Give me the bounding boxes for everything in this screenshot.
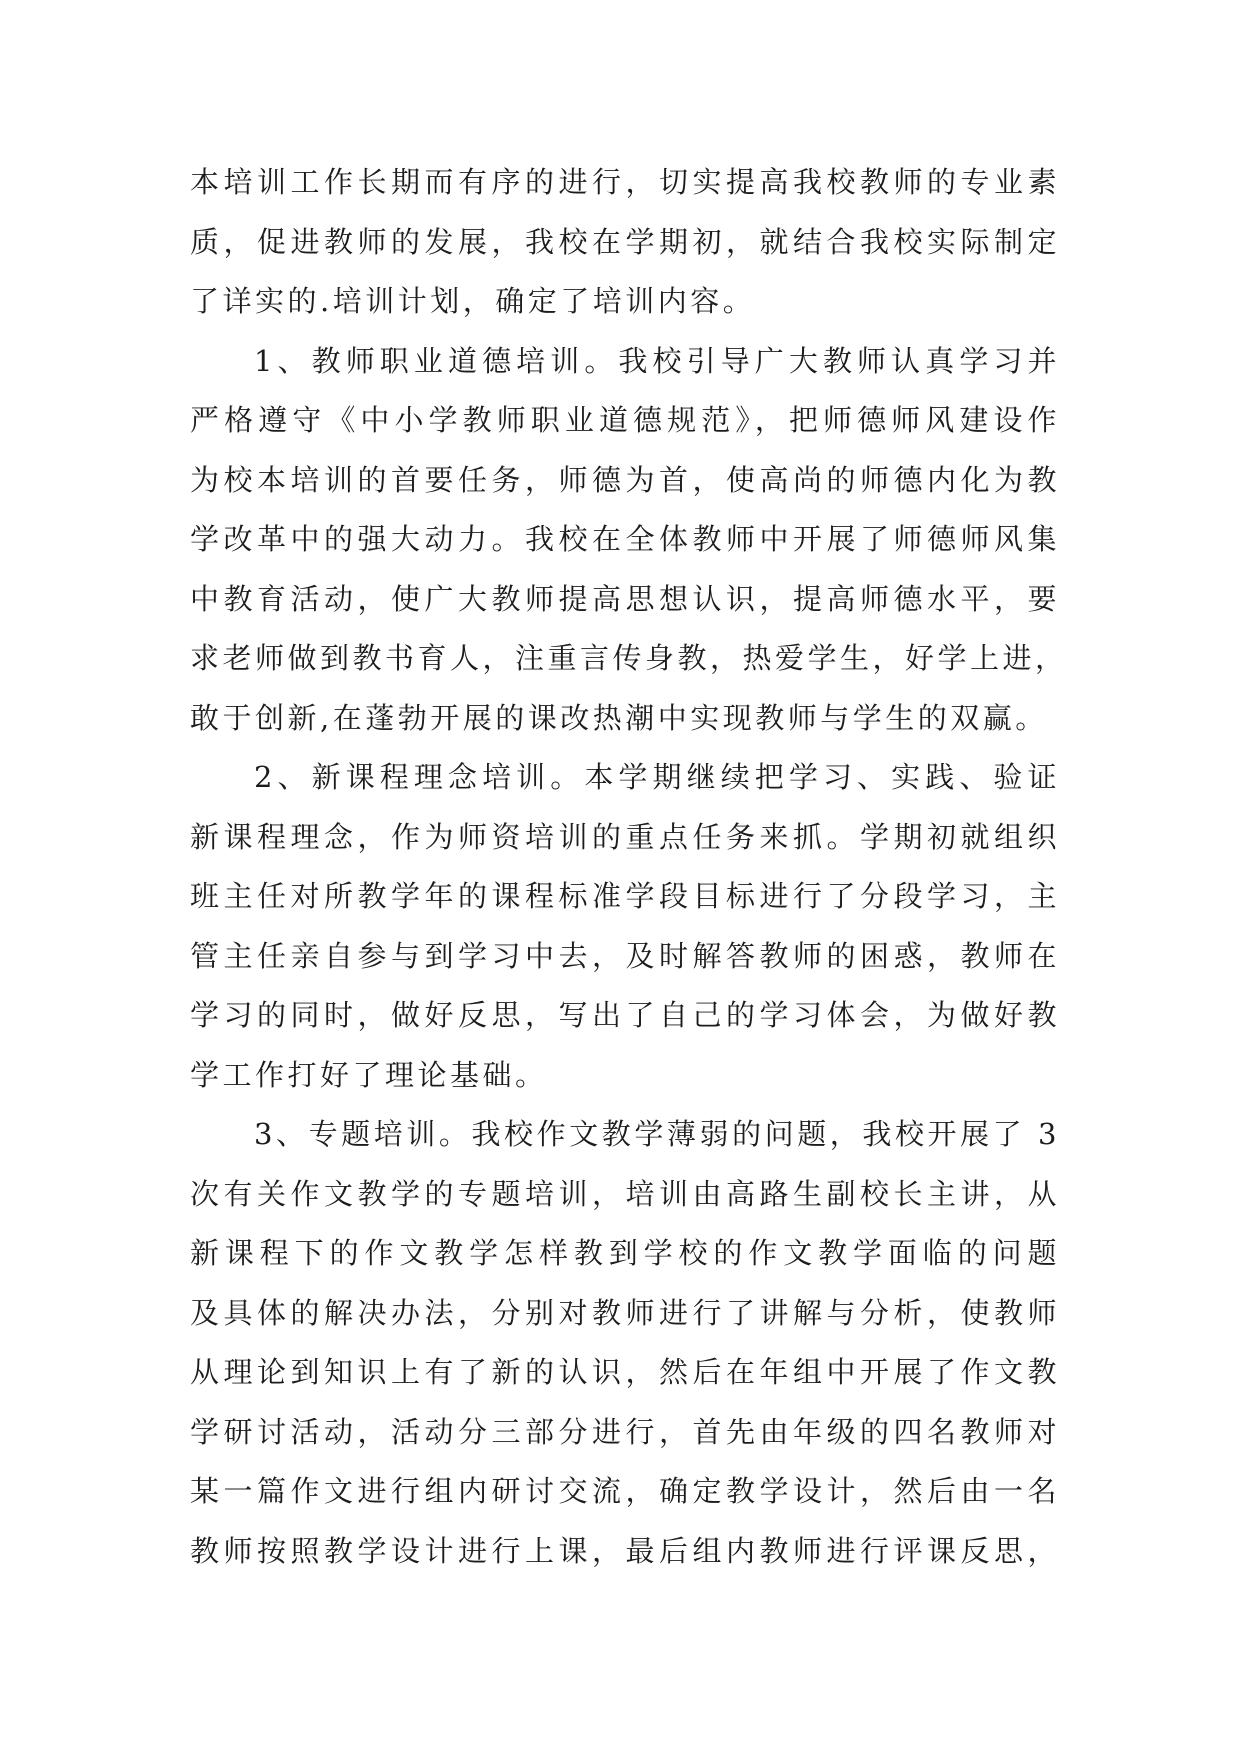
text-line: 班主任对所教学年的课程标准学段目标进行了分段学习，主	[190, 879, 1060, 913]
text-line: 1、教师职业道德培训。我校引导广大教师认真学习并	[254, 343, 1060, 378]
text-line: 学改革中的强大动力。我校在全体教师中开展了师德师风集	[190, 522, 1060, 556]
paragraph-intro	[190, 153, 1060, 332]
text-line: 新课程理念，作为师资培训的重点任务来抓。学期初就组织	[190, 819, 1060, 854]
text-line: 从理论到知识上有了新的认识，然后在年组中开展了作文教	[190, 1355, 1060, 1389]
text-line: 敢于创新,在蓬勃开展的课改热潮中实现教师与学生的双赢。	[190, 700, 1048, 735]
text-line: 严格遵守《中小学教师职业道德规范》，把师德师风建设作	[190, 403, 1060, 437]
text-line: 及具体的解决办法，分别对教师进行了讲解与分析，使教师	[190, 1295, 1060, 1330]
text-line: 某一篇作文进行组内研讨交流，确定教学设计，然后由一名	[190, 1474, 1060, 1508]
text-line: 2、新课程理念培训。本学期继续把学习、实践、验证	[254, 760, 1060, 794]
text-line: 求老师做到教书育人，注重言传身教，热爱学生，好学上进，	[190, 641, 1068, 675]
text-line: 学习的同时，做好反思，写出了自己的学习体会，为做好教	[190, 998, 1060, 1032]
text-line: 学研讨活动，活动分三部分进行，首先由年级的四名教师对	[190, 1414, 1060, 1449]
text-line: 质，促进教师的发展，我校在学期初，就结合我校实际制定	[190, 224, 1060, 259]
text-line: 为校本培训的首要任务，师德为首，使高尚的师德内化为教	[190, 462, 1060, 497]
text-line: 新课程下的作文教学怎样教到学校的作文教学面临的问题	[190, 1236, 1060, 1270]
paragraph-item-1	[190, 332, 1068, 749]
text-line: 本培训工作长期而有序的进行，切实提高我校教师的专业素	[190, 165, 1060, 199]
text-line: 管主任亲自参与到学习中去，及时解答教师的困惑，教师在	[190, 938, 1060, 973]
paragraph-item-3	[190, 1105, 1060, 1581]
paragraph-item-2	[190, 748, 1060, 1105]
text-line: 3、专题培训。我校作文教学薄弱的问题，我校开展了 3	[254, 1117, 1060, 1151]
text-line: 次有关作文教学的专题培训，培训由高路生副校长主讲，从	[190, 1176, 1060, 1211]
document-body	[190, 153, 1068, 1581]
text-line: 学工作打好了理论基础。	[190, 1057, 548, 1092]
text-line: 了详实的.培训计划，确定了培训内容。	[190, 284, 756, 318]
text-line: 中教育活动，使广大教师提高思想认识，提高师德水平，要	[190, 581, 1060, 616]
text-line: 教师按照教学设计进行上课，最后组内教师进行评课反思，	[190, 1533, 1060, 1568]
